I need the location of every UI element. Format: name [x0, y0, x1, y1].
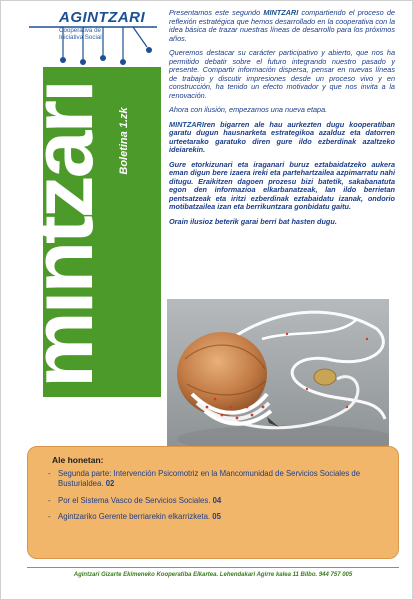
contents-title: Ale honetan: — [52, 455, 104, 465]
logo-subtitle: Cooperativa de Iniciativa Social — [59, 27, 102, 42]
issue-label — [111, 91, 137, 211]
toc-dash: - — [48, 469, 51, 478]
agintzari-logo — [29, 7, 157, 67]
paragraph-es-2: Queremos destacar su carácter participativo y abierto, que nos ha permitido debatir sobre el futuro integrando nuestro pasado y presente. Compartir información dispersa, pensar en nuevas líneas de trabajo y discutir impresiones desde un proceso vivo y en construcción, ha tenido un efecto motivador y que nos invita a la renovación. — [169, 48, 395, 100]
footer — [27, 567, 399, 578]
spinning-top-photo — [167, 299, 389, 451]
paragraph-es-1: Presentamos este segundo MINTZARI compartiendo el proceso de reflexión estratégica que hemos desarrollado en la cooperativa con la idea básica de trazar nuestras líneas de desarrollo para los próximos años. — [169, 8, 395, 43]
mintzari-keyword: MINTZARI — [169, 119, 204, 129]
editorial-article — [169, 9, 395, 232]
toc-page-number: 02 — [105, 478, 115, 488]
toc-page-number: 05 — [212, 512, 221, 522]
toc-page-number: 04 — [212, 495, 222, 505]
toc-item[interactable] — [48, 496, 388, 506]
toc-item-text: Segunda parte: Intervención Psicomotriz en la Mancomunidad de Servicios Sociales de Busturialdea. — [58, 469, 361, 488]
toc-dash: - — [48, 512, 51, 522]
paragraph-es-3: Ahora con ilusión, empezamos una nueva etapa. — [169, 105, 328, 114]
spinning-top-illustration — [167, 299, 389, 451]
paragraph-eu-2: Gure etorkizunari eta iraganari buruz eztabaidatzeko aukera eman digun bere izaera ireki eta partehartzailea azpimarratu nahi ditugu. Eraikitzen dagoen prozesu bizi batetik, sakabanatuta egon den informazioa elkarbanatzeak, lan ildo berrietan pentsatzeak eta iritzi ezberdinak eztabaidatu izanak, ondorio motibatzailea izan eta berrikuntzara gonbidatu gaitu. — [169, 159, 395, 211]
toc-item[interactable] — [48, 469, 388, 489]
paragraph-eu-3: Orain ilusioz beterik garai berri bat hasten dugu. — [169, 216, 337, 226]
table-of-contents — [48, 469, 388, 529]
contents-box — [27, 446, 399, 559]
logo-name: AGINTZARI — [59, 9, 146, 26]
toc-item-text: Agintzariko Gerente berriarekin elkarrizketa. — [58, 512, 211, 522]
toc-item-text: Por el Sistema Vasco de Servicios Sociales. — [58, 495, 211, 505]
paragraph-eu-1: MINTZARIren bigarren ale hau aurkezten dugu kooperatiban garatu dugun hausnarketa estrategikoa azalduz eta datorren urteetarako garatuko diren gure ildo ezberdinak azaltzeko ideiarekin. — [169, 119, 395, 154]
masthead — [15, 82, 111, 388]
toc-dash: - — [48, 495, 51, 505]
mintzari-keyword: MINTZARI — [263, 8, 299, 17]
masthead-title: mintzari — [15, 82, 111, 388]
issue-number: Boletina 1.zk — [118, 107, 130, 175]
footer-address: Agintzari Gizarte Ekimeneko Kooperatiba Elkartea. Lehendakari Agirre kalea 11 Bilbo. 944 757 005 — [73, 572, 353, 578]
toc-item[interactable] — [48, 512, 388, 522]
